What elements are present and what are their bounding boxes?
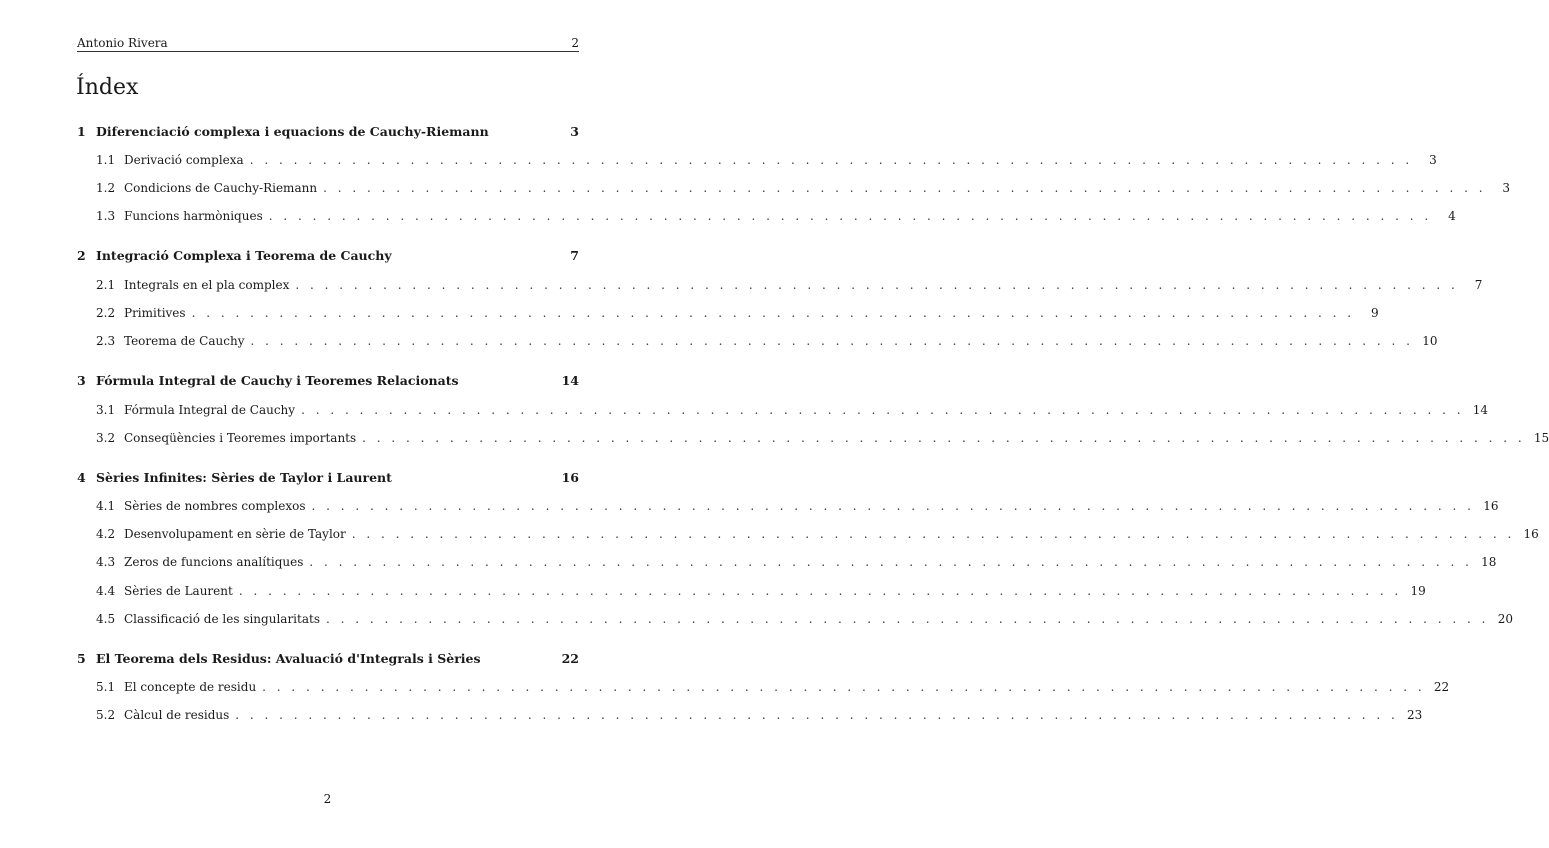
toc-section-entry[interactable] (77, 180, 1511, 196)
toc-entry-page-number: 23 (1407, 708, 1423, 722)
toc-dot-leader: . . . . . . . . . . . . . . . . . . . . . . . . . . . . . . . . . . . . . . . . . . . . . . . . . . . . . . . . . . . . . . . . . . . . . . . . . . . . . . . . (262, 680, 1426, 694)
toc-entry-number: 2.3 (96, 334, 116, 348)
toc-dot-leader: . . . . . . . . . . . . . . . . . . . . . . . . . . . . . . . . . . . . . . . . . . . . . . . . . . . . . . . . . . . . . . . . . . . . . . . . . . . . . . . . (362, 431, 1526, 445)
toc-entry-label: Derivació complexa (124, 153, 244, 167)
toc-entry-number: 3.1 (96, 403, 116, 417)
toc-entry-page-number: 9 (1370, 306, 1379, 320)
toc-entry-page-number: 19 (1410, 584, 1426, 598)
toc-section-entry[interactable] (77, 305, 1379, 321)
toc-entry-label: Condicions de Cauchy-Riemann (124, 181, 318, 195)
toc-entry-label: Càlcul de residus (124, 708, 230, 722)
toc-entry-page-number: 15 (1533, 431, 1549, 445)
toc-section-entry[interactable] (77, 430, 1549, 446)
toc-entry-page-number: 7 (570, 248, 579, 263)
toc-entry-number: 4.1 (96, 499, 116, 513)
toc-section-entry[interactable] (77, 152, 1437, 168)
toc-entry-number: 4.4 (96, 584, 116, 598)
toc-entry-number: 5 (77, 651, 86, 666)
toc-dot-leader: . . . . . . . . . . . . . . . . . . . . . . . . . . . . . . . . . . . . . . . . . . . . . . . . . . . . . . . . . . . . . . . . . . . . . . . . . . . . . . . . (325, 612, 1489, 626)
toc-section-entry[interactable] (77, 679, 1450, 695)
toc-entry-label: Fórmula Integral de Cauchy (124, 403, 296, 417)
toc-dot-leader: . . . . . . . . . . . . . . . . . . . . . . . . . . . . . . . . . . . . . . . . . . . . . . . . . . . . . . . . . . . . . . . . . . . . . . . . . . . . . . . . (351, 527, 1515, 541)
toc-section-entry[interactable] (77, 526, 1539, 542)
header-page-number: 2 (571, 36, 579, 50)
toc-entry-label: Conseqüències i Teoremes importants (124, 431, 357, 445)
toc-section-entry[interactable] (77, 611, 1513, 627)
toc-entry-label: Desenvolupament en sèrie de Taylor (124, 527, 346, 541)
page-title: Índex (76, 75, 139, 100)
toc-chapter-entry[interactable] (77, 248, 579, 264)
toc-dot-leader: . . . . . . . . . . . . . . . . . . . . . . . . . . . . . . . . . . . . . . . . . . . . . . . . . . . . . . . . . . . . . . . . . . . . . . . . . . . . . . . . (268, 209, 1432, 223)
toc-entry-number: 1.1 (96, 153, 116, 167)
footer-page-number: 2 (323, 792, 332, 806)
toc-entry-page-number: 4 (1448, 209, 1456, 223)
toc-entry-page-number: 3 (570, 124, 579, 139)
toc-entry-label: El Teorema dels Residus: Avaluació d'Integrals i Sèries (96, 651, 481, 666)
toc-entry-label: Funcions harmòniques (124, 209, 263, 223)
toc-entry-number: 1.2 (96, 181, 116, 195)
toc-section-entry[interactable] (77, 554, 1497, 570)
toc-entry-number: 5.2 (96, 708, 116, 722)
toc-section-entry[interactable] (77, 333, 1438, 349)
toc-section-entry[interactable] (77, 208, 1456, 224)
toc-dot-leader: . . . . . . . . . . . . . . . . . . . . . . . . . . . . . . . . . . . . . . . . . . . . . . . . . . . . . . . . . . . . . . . . . . . . . . . . . . . . . . . . (309, 555, 1473, 569)
toc-chapter-entry[interactable] (77, 651, 579, 667)
toc-chapter-entry[interactable] (77, 124, 579, 140)
toc-entry-page-number: 16 (561, 470, 579, 485)
toc-entry-label: Primitives (124, 306, 186, 320)
toc-dot-leader: . . . . . . . . . . . . . . . . . . . . . . . . . . . . . . . . . . . . . . . . . . . . . . . . . . . . . . . . . . . . . . . . . . . . . . . . . . . . . . . . (295, 278, 1459, 292)
toc-section-entry[interactable] (77, 707, 1423, 723)
header-author: Antonio Rivera (77, 36, 168, 50)
toc-entry-label: Sèries de Laurent (124, 584, 233, 598)
toc-chapter-entry[interactable] (77, 373, 579, 389)
toc-entry-label: Zeros de funcions analítiques (124, 555, 304, 569)
toc-dot-leader: . . . . . . . . . . . . . . . . . . . . . . . . . . . . . . . . . . . . . . . . . . . . . . . . . . . . . . . . . . . . . . . . . . . . . . . . . . . . . . . . (301, 403, 1465, 417)
toc-dot-leader: . . . . . . . . . . . . . . . . . . . . . . . . . . . . . . . . . . . . . . . . . . . . . . . . . . . . . . . . . . . . . . . . . . . . . . . . . . . . . . . . (238, 584, 1402, 598)
toc-entry-number: 4.2 (96, 527, 116, 541)
toc-entry-label: Teorema de Cauchy (124, 334, 245, 348)
toc-section-entry[interactable] (77, 583, 1426, 599)
toc-entry-number: 2 (77, 248, 86, 263)
toc-entry-number: 1.3 (96, 209, 116, 223)
toc-entry-label: Diferenciació complexa i equacions de Cauchy-Riemann (96, 124, 489, 139)
toc-entry-number: 1 (77, 124, 86, 139)
toc-entry-number: 5.1 (96, 680, 116, 694)
toc-entry-label: Fórmula Integral de Cauchy i Teoremes Relacionats (96, 373, 459, 388)
toc-dot-leader: . . . . . . . . . . . . . . . . . . . . . . . . . . . . . . . . . . . . . . . . . . . . . . . . . . . . . . . . . . . . . . . . . . . . . . . . . . . . . . . . (311, 499, 1475, 513)
toc-entry-number: 4.3 (96, 555, 116, 569)
toc-entry-label: Integració Complexa i Teorema de Cauchy (96, 248, 392, 263)
toc-dot-leader: . . . . . . . . . . . . . . . . . . . . . . . . . . . . . . . . . . . . . . . . . . . . . . . . . . . . . . . . . . . . . . . . . . . . . . . . . . . . . . . . (249, 153, 1413, 167)
toc-entry-page-number: 14 (1472, 403, 1489, 417)
toc-entry-page-number: 14 (561, 373, 579, 388)
toc-entry-page-number: 20 (1497, 612, 1513, 626)
toc-entry-number: 2.1 (96, 278, 116, 292)
toc-entry-number: 2.2 (96, 306, 116, 320)
toc-entry-label: Classificació de les singularitats (124, 612, 320, 626)
toc-section-entry[interactable] (77, 498, 1499, 514)
toc-dot-leader: . . . . . . . . . . . . . . . . . . . . . . . . . . . . . . . . . . . . . . . . . . . . . . . . . . . . . . . . . . . . . . . . . . . . . . . . . . . . . . . . (323, 181, 1487, 195)
toc-entry-number: 4 (77, 470, 86, 485)
toc-entry-number: 4.5 (96, 612, 116, 626)
toc-entry-label: Sèries de nombres complexos (124, 499, 306, 513)
toc-entry-label: El concepte de residu (124, 680, 257, 694)
toc-dot-leader: . . . . . . . . . . . . . . . . . . . . . . . . . . . . . . . . . . . . . . . . . . . . . . . . . . . . . . . . . . . . . . . . . . . . . . . . . . . . . . . . (191, 306, 1355, 320)
toc-section-entry[interactable] (77, 277, 1483, 293)
toc-entry-page-number: 22 (561, 651, 579, 666)
toc-entry-page-number: 7 (1474, 278, 1483, 292)
toc-entry-page-number: 10 (1422, 334, 1438, 348)
toc-entry-number: 3 (77, 373, 86, 388)
toc-entry-page-number: 22 (1433, 680, 1450, 694)
toc-entry-page-number: 3 (1502, 181, 1511, 195)
toc-entry-number: 3.2 (96, 431, 116, 445)
toc-entry-page-number: 16 (1523, 527, 1539, 541)
toc-entry-label: Sèries Infinites: Sèries de Taylor i Laurent (96, 470, 392, 485)
toc-entry-page-number: 18 (1481, 555, 1497, 569)
toc-section-entry[interactable] (77, 402, 1489, 418)
toc-entry-label: Integrals en el pla complex (124, 278, 290, 292)
toc-entry-page-number: 16 (1483, 499, 1499, 513)
toc-dot-leader: . . . . . . . . . . . . . . . . . . . . . . . . . . . . . . . . . . . . . . . . . . . . . . . . . . . . . . . . . . . . . . . . . . . . . . . . . . . . . . . . (235, 708, 1399, 722)
toc-entry-page-number: 3 (1429, 153, 1437, 167)
page-header (77, 37, 579, 52)
toc-dot-leader: . . . . . . . . . . . . . . . . . . . . . . . . . . . . . . . . . . . . . . . . . . . . . . . . . . . . . . . . . . . . . . . . . . . . . . . . . . . . . . . . (250, 334, 1414, 348)
toc-chapter-entry[interactable] (77, 470, 579, 486)
